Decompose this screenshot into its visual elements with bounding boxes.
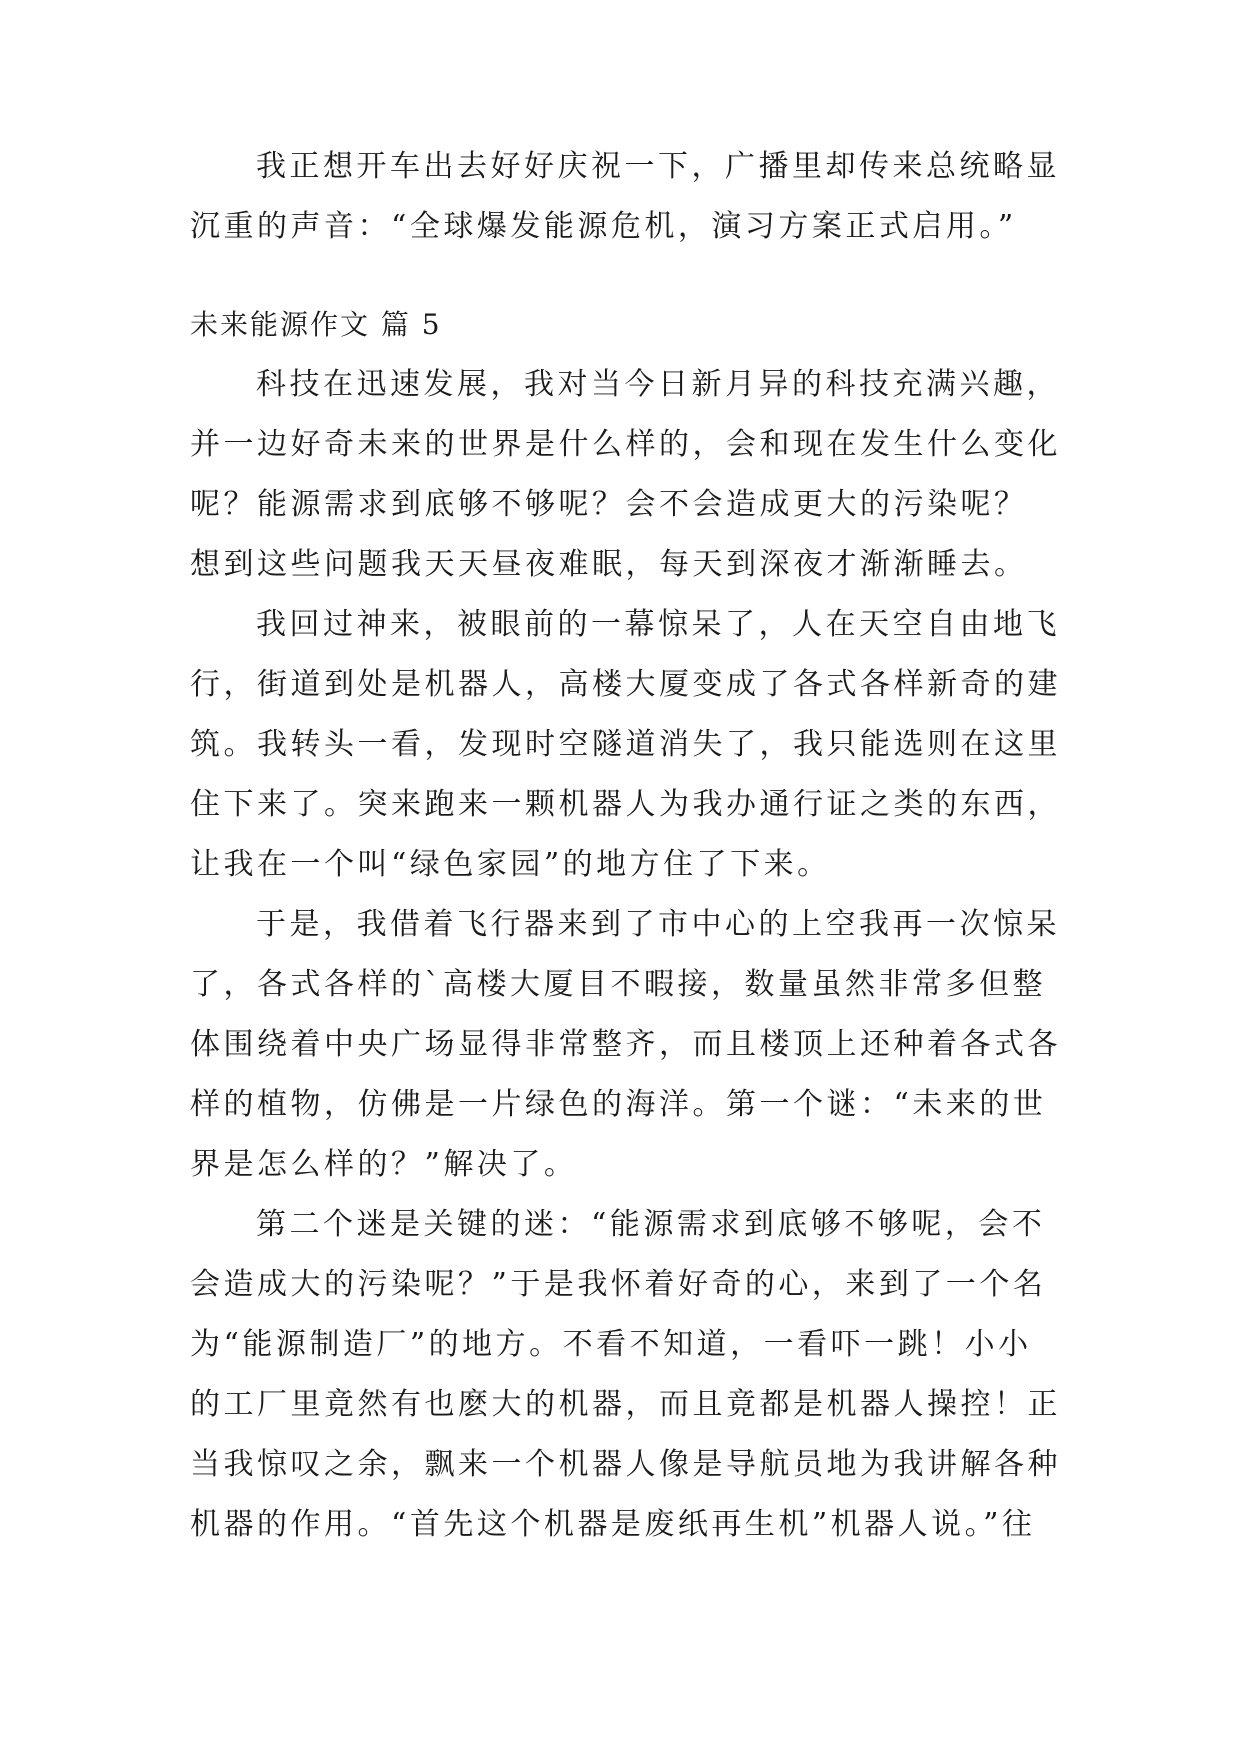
paragraph-2 (190, 595, 1061, 895)
paragraph-line: 体围绕着中央广场显得非常整齐，而且楼顶上还种着各式各 (190, 1027, 1061, 1062)
section-heading: 未来能源作文 篇 5 (190, 308, 442, 341)
paragraph-3 (190, 895, 1061, 1195)
body-text (190, 355, 1061, 1555)
section-heading-block (190, 295, 1050, 355)
paragraph-line: 的工厂里竟然有也麽大的机器，而且竟都是机器人操控！正 (190, 1387, 1061, 1422)
paragraph-1 (190, 355, 1061, 595)
paragraph-line: 第二个迷是关键的迷：“能源需求到底够不够呢，会不 (256, 1207, 1046, 1242)
paragraph-line: 想到这些问题我天天昼夜难眠，每天到深夜才渐渐睡去。 (190, 547, 1028, 582)
paragraph-line: 住下来了。突来跑来一颗机器人为我办通行证之类的东西， (190, 787, 1061, 822)
paragraph-line: 界是怎么样的？”解决了。 (190, 1147, 578, 1182)
paragraph-line: 样的植物，仿佛是一片绿色的海洋。第一个谜：“未来的世 (190, 1087, 1047, 1122)
paragraph-line: 当我惊叹之余，飘来一个机器人像是导航员地为我讲解各种 (190, 1447, 1061, 1482)
paragraph-line: 呢？能源需求到底够不够呢？会不会造成更大的污染呢？ (190, 487, 1028, 522)
paragraph-line: 沉重的声音：“全球爆发能源危机，演习方案正式启用。” (190, 209, 1017, 244)
paragraph-line: 筑。我转头一看，发现时空隧道消失了，我只能选则在这里 (190, 727, 1061, 762)
paragraph-line: 科技在迅速发展，我对当今日新月异的科技充满兴趣， (256, 367, 1060, 402)
paragraph-line: 机器的作用。“首先这个机器是废纸再生机”机器人说。”往 (190, 1507, 1036, 1542)
intro-paragraph (190, 137, 1060, 257)
paragraph-line: 了，各式各样的`高楼大厦目不暇接，数量虽然非常多但整 (190, 967, 1046, 1002)
paragraph-line: 并一边好奇未来的世界是什么样的，会和现在发生什么变化 (190, 427, 1061, 462)
paragraph-line: 让我在一个叫“绿色家园”的地方住了下来。 (190, 847, 831, 882)
paragraph-line: 我回过神来，被眼前的一幕惊呆了，人在天空自由地飞 (256, 607, 1060, 642)
paragraph-line: 为“能源制造厂”的地方。不看不知道，一看吓一跳！小小 (190, 1327, 1032, 1362)
paragraph-line: 行，街道到处是机器人，高楼大厦变成了各式各样新奇的建 (190, 667, 1061, 702)
paragraph-4 (190, 1195, 1061, 1555)
paragraph-line: 于是，我借着飞行器来到了市中心的上空我再一次惊呆 (256, 907, 1060, 942)
paragraph-line: 会造成大的污染呢？”于是我怀着好奇的心，来到了一个名 (190, 1267, 1047, 1302)
paragraph-line: 我正想开车出去好好庆祝一下，广播里却传来总统略显 (256, 149, 1060, 184)
